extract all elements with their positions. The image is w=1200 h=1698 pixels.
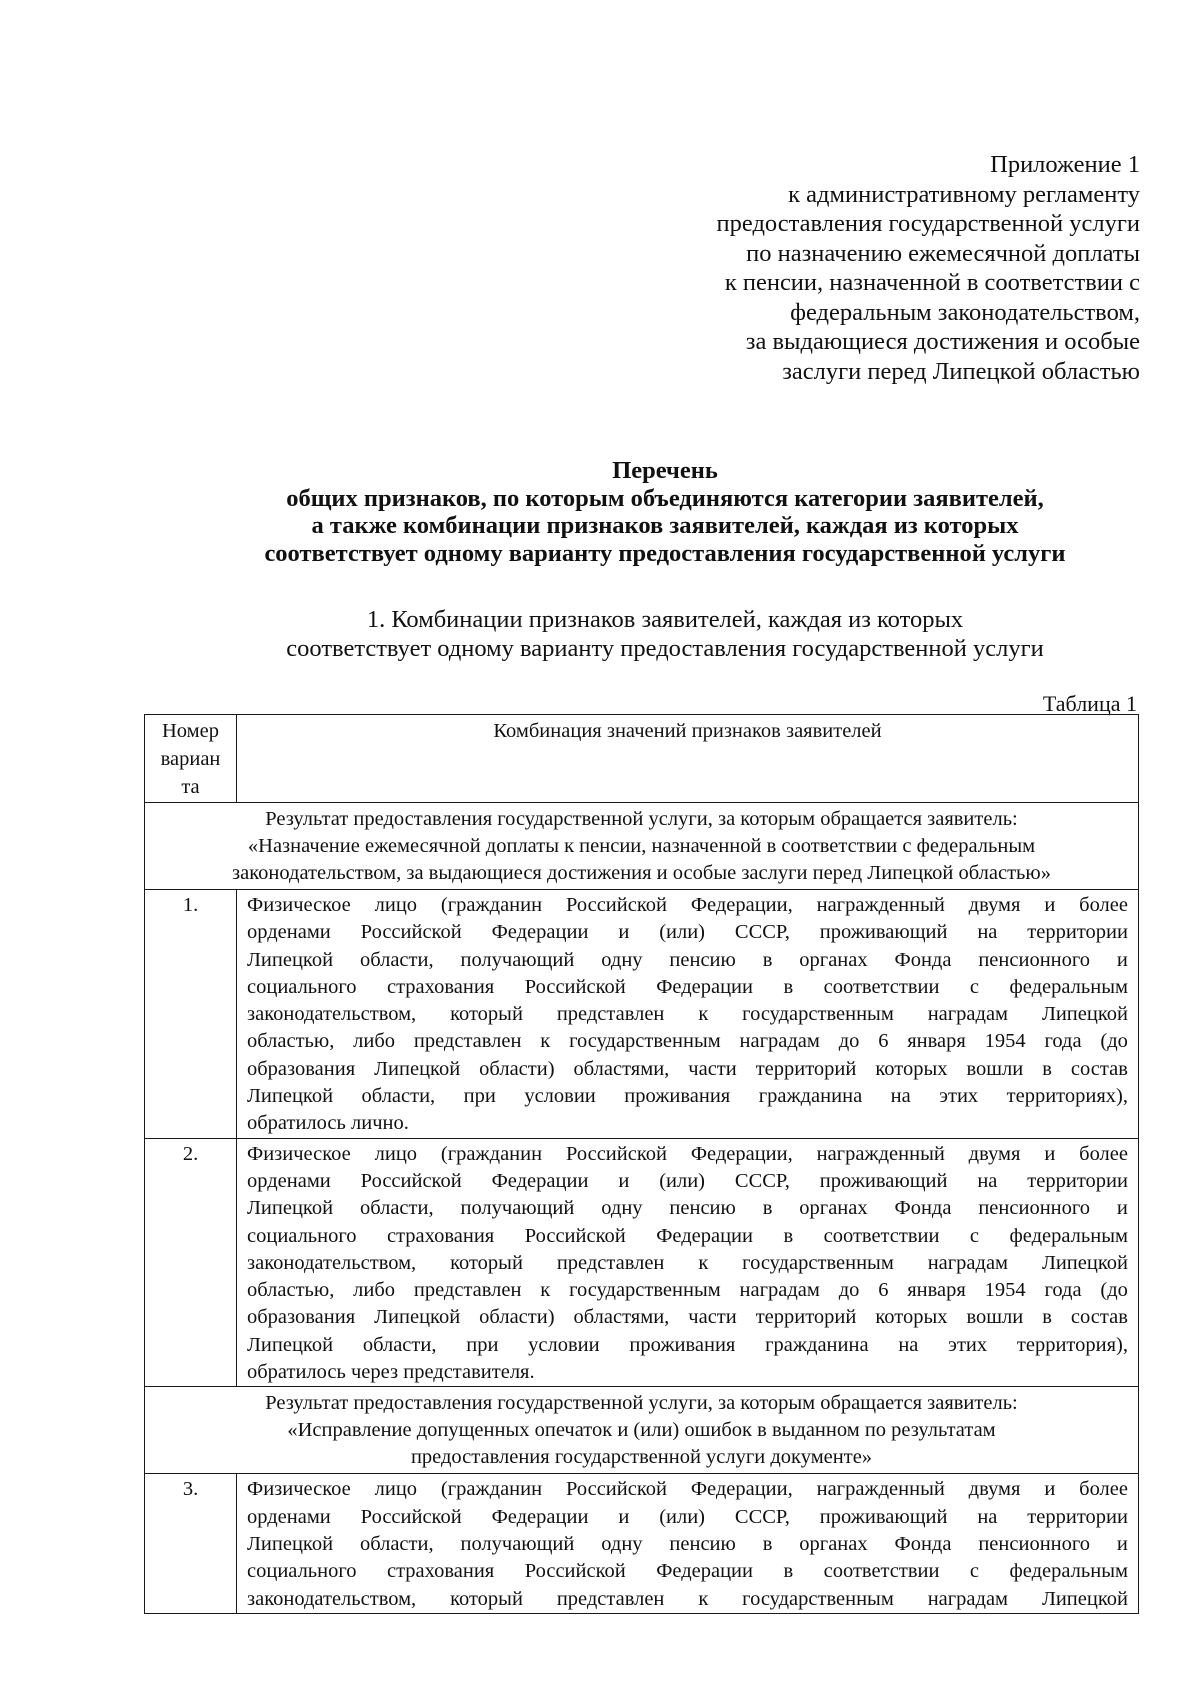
appendix-line: к пенсии, назначенной в соответствии с — [724, 269, 1140, 296]
appendix-line: по назначению ежемесячной доплаты — [746, 239, 1140, 267]
appendix-line: предоставления государственной услуги — [716, 210, 1140, 237]
title-line: а также комбинации признаков заявителей, каждая из которых — [311, 512, 1019, 539]
variant-number: 2. — [145, 1138, 237, 1387]
title-line: соответствует одному варианту предоставления государственной услуги — [264, 539, 1066, 567]
appendix-line: Приложение 1 — [990, 151, 1140, 178]
section-heading — [90, 605, 1200, 663]
document-title — [90, 457, 1200, 567]
title-line: Перечень — [612, 457, 718, 484]
table-label: Таблица 1 — [1042, 691, 1137, 716]
variant-description: Физическое лицо (гражданин Российской Федерации, награжденный двумя и более орденами Российской Федерации и (или) СССР, проживающий на территории Липецкой области, получающий одну пенсию в органах Фонда пенсионного и социального страхования Российской Федерации в соответствии с федеральным законодательством, который представлен к государственным наградам Липецкой областью, либо представлен к государственным наградам до 6 января 1954 года (до образования Липецкой области) областями, части территорий которых вошли в состав Липецкой области, при условии проживания гражданина на этих территориях), обратилось лично. — [237, 890, 1139, 1139]
title-line: общих признаков, по которым объединяются категории заявителей, — [286, 484, 1044, 512]
section-heading-line: 1. Комбинации признаков заявителей, каждая из которых — [366, 606, 964, 633]
result-row — [145, 803, 1139, 890]
header-number-cell: Номер вариан та — [145, 715, 237, 803]
section-heading-line: соответствует одному варианту предоставления государственной услуги — [286, 635, 1044, 662]
header-combination-cell: Комбинация значений признаков заявителей — [237, 715, 1139, 803]
result-cell: Результат предоставления государственной услуги, за которым обращается заявитель: «Исправление допущенных опечаток и (или) ошибок в выданном по результатам предоставления государственной услуги документе» — [145, 1387, 1139, 1474]
appendix-line: заслуги перед Липецкой областью — [782, 357, 1140, 385]
table-row — [145, 1474, 1139, 1613]
appendix-line: федеральным законодательством, — [790, 298, 1140, 326]
appendix-line: за выдающиеся достижения и особые — [745, 328, 1140, 355]
appendix-line: к административному регламенту — [788, 180, 1140, 208]
variant-description: Физическое лицо (гражданин Российской Федерации, награжденный двумя и более орденами Российской Федерации и (или) СССР, проживающий на территории Липецкой области, получающий одну пенсию в органах Фонда пенсионного и социального страхования Российской Федерации в соответствии с федеральным законодательством, который представлен к государственным наградам Липецкой — [237, 1474, 1139, 1613]
variant-number: 1. — [145, 890, 237, 1139]
result-row — [145, 1387, 1139, 1474]
appendix-header — [560, 150, 1140, 386]
table-row — [145, 890, 1139, 1139]
variant-number: 3. — [145, 1474, 237, 1613]
table-row — [145, 1138, 1139, 1387]
result-cell: Результат предоставления государственной услуги, за которым обращается заявитель: «Назначение ежемесячной доплаты к пенсии, назначенной в соответствии с федеральным законодательством, за выдающиеся достижения и особые заслуги перед Липецкой областью» — [145, 803, 1139, 890]
variant-description: Физическое лицо (гражданин Российской Федерации, награжденный двумя и более орденами Российской Федерации и (или) СССР, проживающий на территории Липецкой области, получающий одну пенсию в органах Фонда пенсионного и социального страхования Российской Федерации в соответствии с федеральным законодательством, который представлен к государственным наградам Липецкой областью, либо представлен к государственным наградам до 6 января 1954 года (до образования Липецкой области) областями, части территорий которых вошли в состав Липецкой области, при условии проживания гражданина на этих территория), обратилось через представителя. — [237, 1138, 1139, 1387]
table-header-row — [145, 715, 1139, 803]
variants-table — [144, 714, 1139, 1614]
